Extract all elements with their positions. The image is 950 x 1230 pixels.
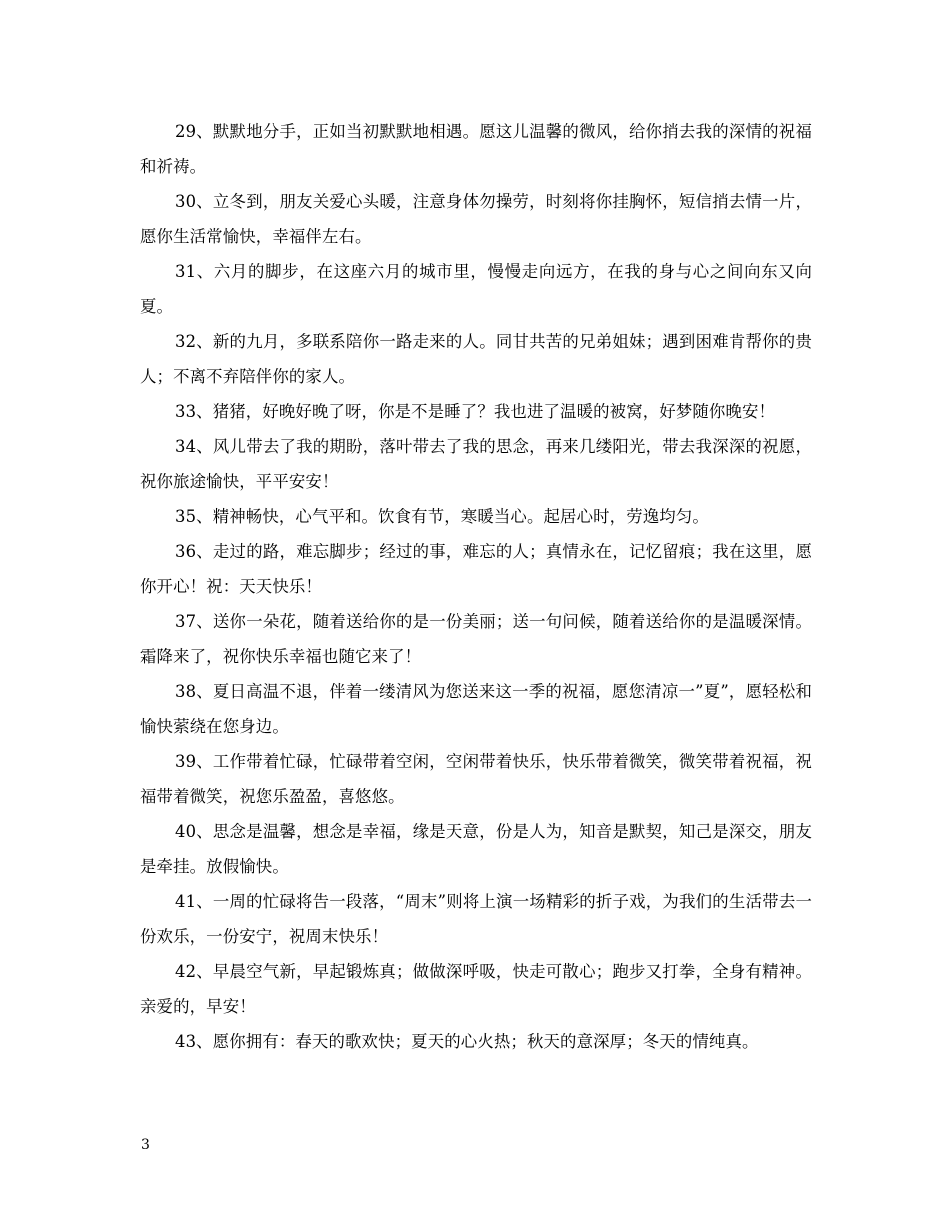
paragraph-33: 33、猪猪，好晚好晚了呀，你是不是睡了？我也进了温暖的被窝，好梦随你晚安！	[175, 402, 776, 421]
paragraph-42: 42、早晨空气新，早起锻炼真；做做深呼吸，快走可散心；跑步又打拳，全身有精神。亲爱的，早安！	[140, 962, 812, 1016]
document-body	[140, 114, 812, 1059]
paragraph-38: 38、夏日高温不退，伴着一缕清风为您送来这一季的祝福，愿您清凉一”夏”，愿轻松和愉快萦绕在您身边。	[140, 682, 812, 736]
paragraph-32: 32、新的九月，多联系陪你一路走来的人。同甘共苦的兄弟姐妹；遇到困难肯帮你的贵人；不离不弃陪伴你的家人。	[140, 332, 812, 386]
paragraph-39: 39、工作带着忙碌，忙碌带着空闲，空闲带着快乐，快乐带着微笑，微笑带着祝福，祝福带着微笑，祝您乐盈盈，喜悠悠。	[140, 752, 812, 806]
paragraph-30: 30、立冬到，朋友关爱心头暖，注意身体勿操劳，时刻将你挂胸怀，短信捎去情一片，愿你生活常愉快，幸福伴左右。	[140, 192, 812, 246]
paragraph-41: 41、一周的忙碌将告一段落，“周末”则将上演一场精彩的折子戏，为我们的生活带去一份欢乐，一份安宁，祝周末快乐！	[140, 892, 812, 946]
paragraph-34: 34、风儿带去了我的期盼，落叶带去了我的思念，再来几缕阳光，带去我深深的祝愿，祝你旅途愉快，平平安安！	[140, 437, 812, 491]
paragraph-29: 29、默默地分手，正如当初默默地相遇。愿这儿温馨的微风，给你捎去我的深情的祝福和祈祷。	[140, 122, 812, 176]
paragraph-43: 43、愿你拥有：春天的歌欢快；夏天的心火热；秋天的意深厚；冬天的情纯真。	[175, 1032, 759, 1051]
paragraph-36: 36、走过的路，难忘脚步；经过的事，难忘的人；真情永在，记忆留痕；我在这里，愿你开心！祝：天天快乐！	[140, 542, 812, 596]
paragraph-35: 35、精神畅快，心气平和。饮食有节，寒暖当心。起居心时，劳逸均匀。	[175, 507, 709, 526]
paragraph-37: 37、送你一朵花，随着送给你的是一份美丽；送一句问候，随着送给你的是温暖深情。霜降来了，祝你快乐幸福也随它来了！	[140, 612, 812, 666]
page-number: 3	[141, 1137, 150, 1153]
paragraph-31: 31、六月的脚步，在这座六月的城市里，慢慢走向远方，在我的身与心之间向东又向夏。	[140, 262, 812, 316]
paragraph-40: 40、思念是温馨，想念是幸福，缘是天意，份是人为，知音是默契，知己是深交，朋友是牵挂。放假愉快。	[140, 822, 812, 876]
